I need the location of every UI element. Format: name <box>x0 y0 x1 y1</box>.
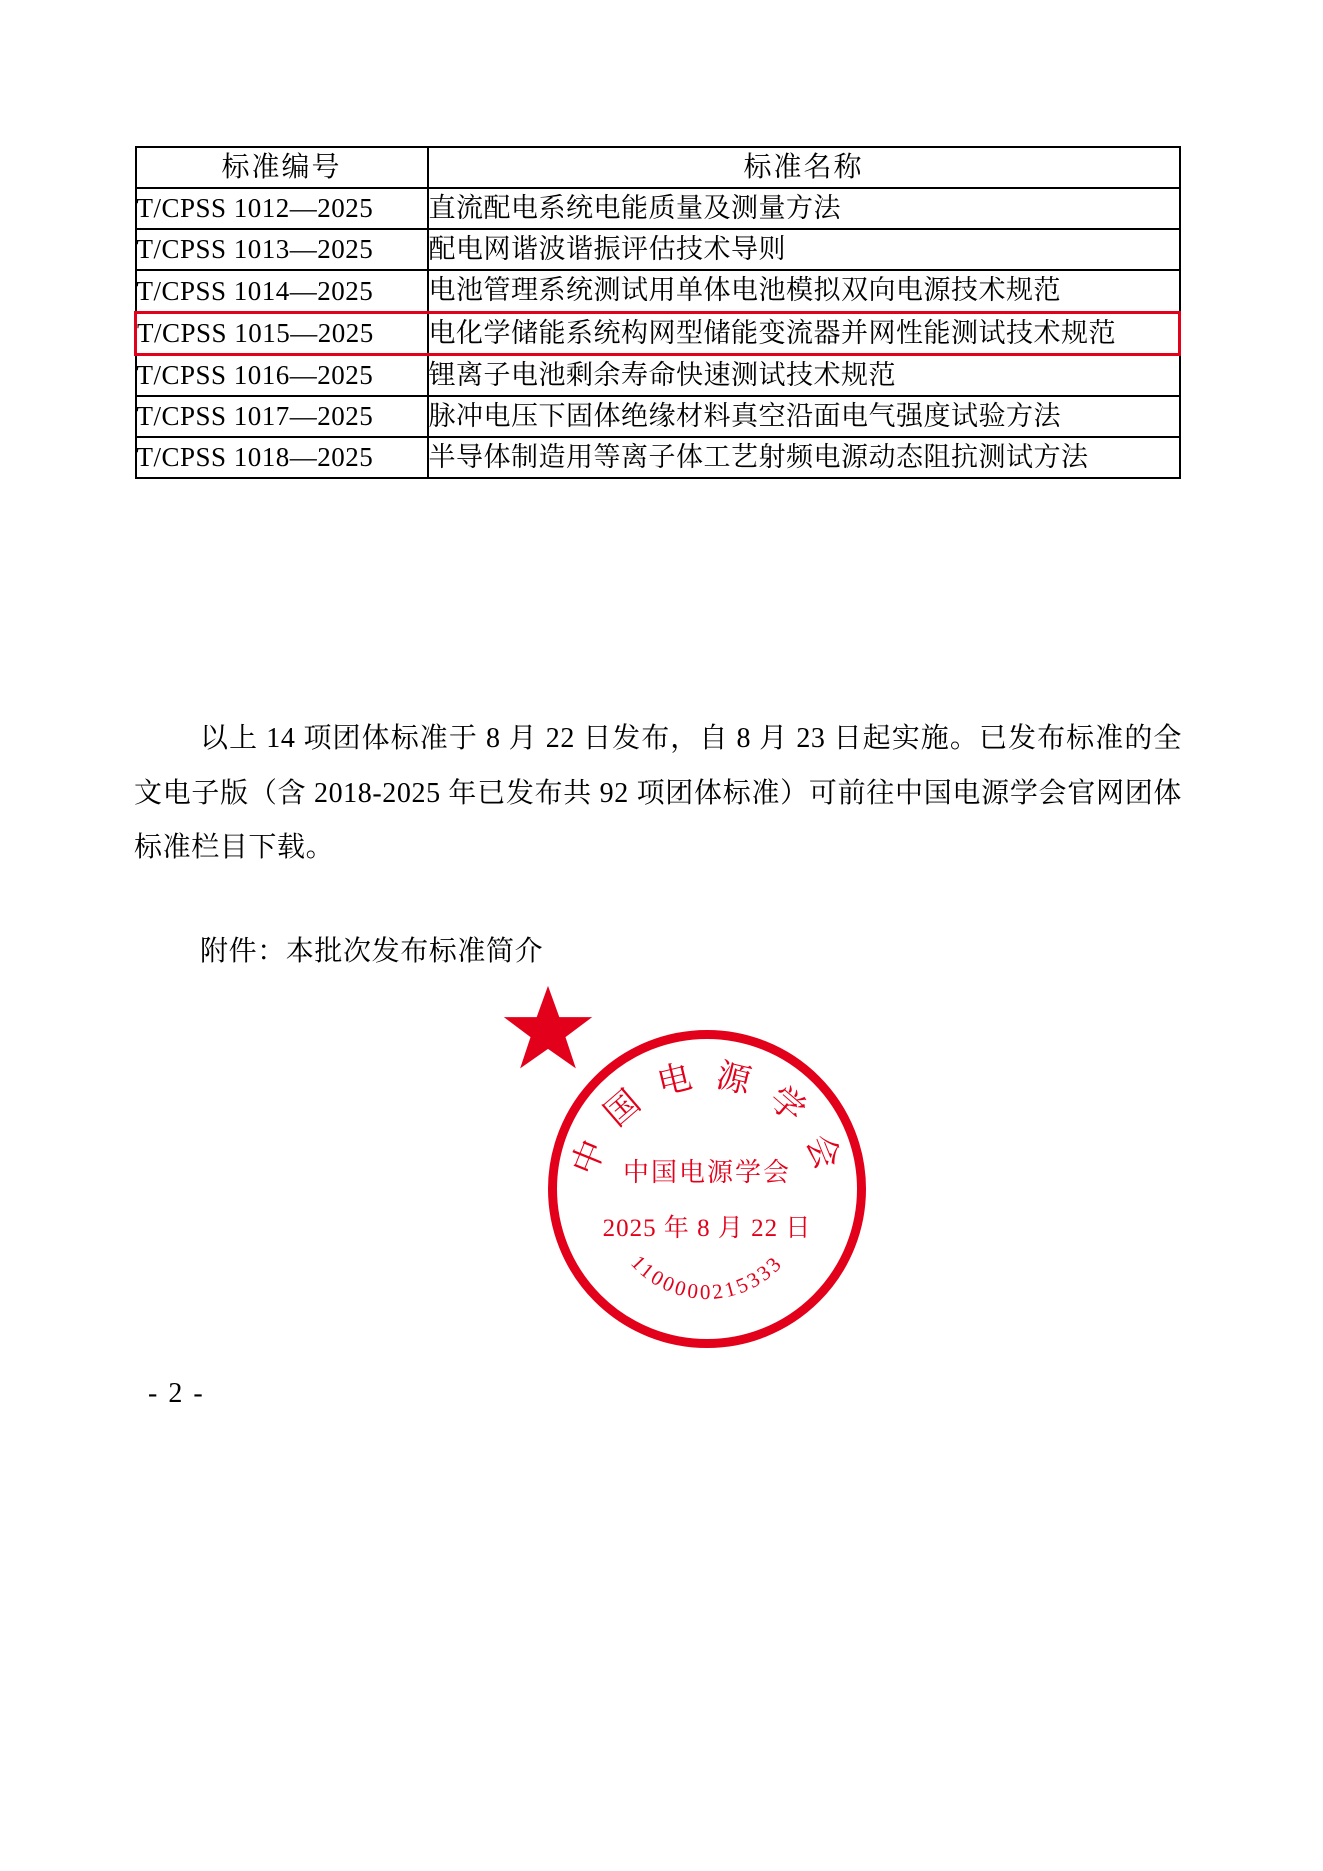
standard-code: T/CPSS 1012—2025 <box>136 188 428 229</box>
standard-name: 直流配电系统电能质量及测量方法 <box>428 188 1180 229</box>
table-row <box>136 188 1180 229</box>
table-row-highlighted <box>136 312 1180 354</box>
table-row <box>136 396 1180 437</box>
table-header-row <box>136 147 1180 188</box>
official-seal <box>548 1030 866 1348</box>
standard-name: 电化学储能系统构网型储能变流器并网性能测试技术规范 <box>428 312 1180 354</box>
table-row <box>136 270 1180 312</box>
column-header-code: 标准编号 <box>136 147 428 188</box>
standard-code: T/CPSS 1018—2025 <box>136 437 428 478</box>
paragraph-attachment: 附件：本批次发布标准简介 <box>200 936 544 967</box>
standard-code: T/CPSS 1017—2025 <box>136 396 428 437</box>
standard-name: 电池管理系统测试用单体电池模拟双向电源技术规范 <box>428 270 1180 312</box>
table-row <box>136 354 1180 396</box>
standard-name: 配电网谐波谐振评估技术导则 <box>428 229 1180 270</box>
star-icon <box>500 982 596 1078</box>
standards-table <box>134 146 1181 479</box>
standard-name: 锂离子电池剩余寿命快速测试技术规范 <box>428 354 1180 396</box>
column-header-name: 标准名称 <box>428 147 1180 188</box>
seal-arc-top-text: 中 国 电 源 学 会 <box>566 1057 848 1181</box>
standard-name: 半导体制造用等离子体工艺射频电源动态阻抗测试方法 <box>428 437 1180 478</box>
svg-text:1100000215333 <box>626 1250 787 1304</box>
standard-code: T/CPSS 1013—2025 <box>136 229 428 270</box>
standard-code: T/CPSS 1015—2025 <box>136 312 428 354</box>
standard-code: T/CPSS 1016—2025 <box>136 354 428 396</box>
seal-serial-text: 1100000215333 <box>626 1250 788 1305</box>
paragraph-publication-notice: 以上 14 项团体标准于 8 月 22 日发布，自 8 月 23 日起实施。已发布标准的全文电子版（含 2018-2025 年已发布共 92 项团体标准）可前往中国电源学会官网团体标准栏目下载。 <box>134 723 1182 864</box>
table-row <box>136 229 1180 270</box>
standard-code: T/CPSS 1014—2025 <box>136 270 428 312</box>
standard-name: 脉冲电压下固体绝缘材料真空沿面电气强度试验方法 <box>428 396 1180 437</box>
seal-organization: 中国电源学会 <box>622 1158 791 1187</box>
table-row <box>136 437 1180 478</box>
seal-date: 2025 年 8 月 22 日 <box>602 1215 812 1242</box>
page-number: - 2 - <box>148 1378 205 1409</box>
